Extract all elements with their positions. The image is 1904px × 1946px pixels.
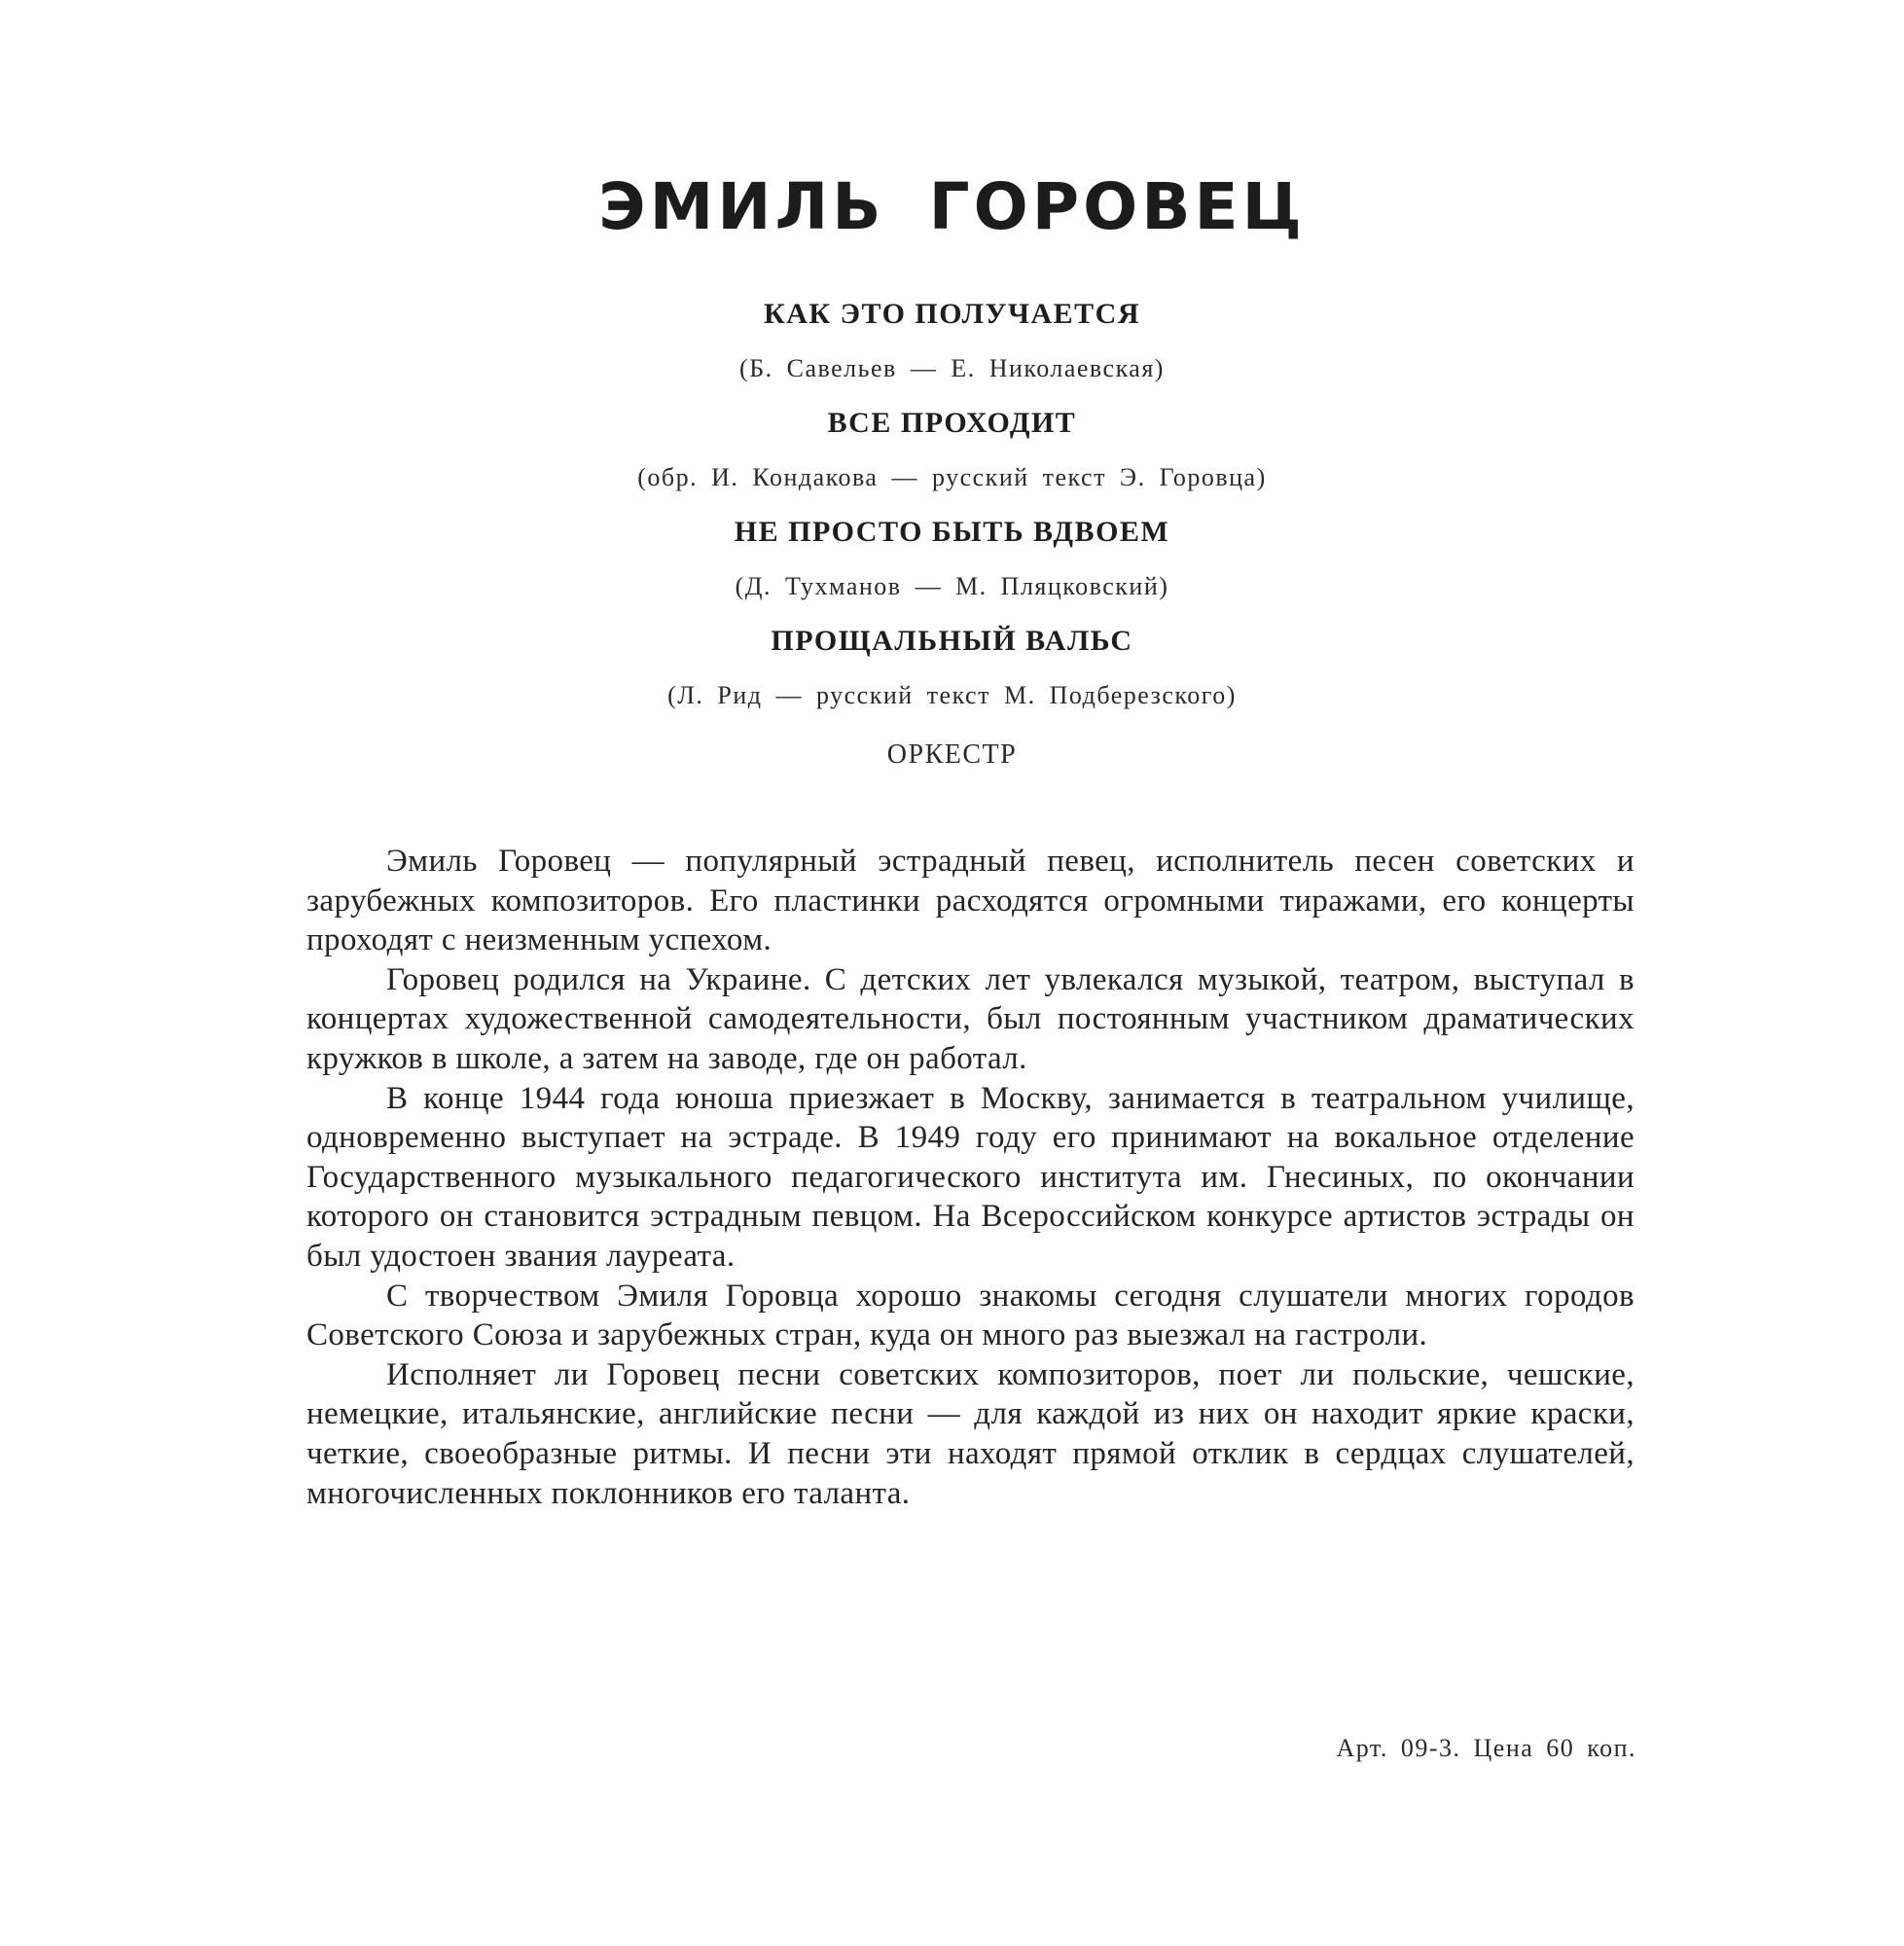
orchestra-label: ОРКЕСТР — [886, 739, 1018, 770]
artist-title: ЭМИЛЬ ГОРОВЕЦ — [598, 169, 1306, 245]
track-title: КАК ЭТО ПОЛУЧАЕТСЯ — [763, 298, 1141, 330]
track-credits: (Л. Рид — русский текст М. Подберезского) — [667, 681, 1237, 709]
bio-paragraph: С творчеством Эмиля Горовца хорошо знакомы сегодня слушатели многих городов Советского Союза и зарубежных стран, куда он много раз выезжал на гастроли. — [306, 1278, 1635, 1353]
bio-paragraph: В конце 1944 года юноша приезжает в Москву, занимается в театральном училище, одновременно выступает на эстраде. В 1949 году его принимают на вокальное отделение Государственного музыкального педагогического института им. Гнесиных, по окончании которого он становится эстрадным певцом. На Всероссийском конкурсе артистов эстрады он был удостоен звания лауреата. — [306, 1080, 1635, 1274]
track-title: ВСЕ ПРОХОДИТ — [827, 407, 1077, 439]
track-credits: (Б. Савельев — Е. Николаевская) — [739, 354, 1165, 382]
bio-paragraph: Горовец родился на Украине. С детских лет увлекался музыкой, театром, выступал в концертах художественной самодеятельности, был постоянным участником драматических кружков в школе, а затем на заводе, где он работал. — [306, 961, 1635, 1076]
catalog-price: Арт. 09-3. Цена 60 коп. — [1336, 1734, 1636, 1762]
bio-paragraph: Эмиль Горовец — популярный эстрадный певец, исполнитель песен советских и зарубежных композиторов. Его пластинки расходятся огромными тиражами, его концерты проходят с неизменным успехом. — [306, 844, 1635, 958]
track-credits: (Д. Тухманов — М. Пляцковский) — [735, 572, 1169, 600]
bio-paragraph: Исполняет ли Горовец песни советских композиторов, поет ли польские, чешские, немецкие, итальянские, английские песни — для каждой из них он находит яркие краски, четкие, своеобразные ритмы. И песни эти находят прямой отклик в сердцах слушателей, многочисленных поклонников его таланта. — [306, 1356, 1635, 1511]
biography-text — [306, 842, 1635, 1513]
track-item — [0, 617, 1904, 726]
track-title: ПРОЩАЛЬНЫЙ ВАЛЬС — [771, 625, 1133, 657]
track-item — [0, 399, 1904, 508]
track-title: НЕ ПРОСТО БЫТЬ ВДВОЕМ — [734, 516, 1170, 548]
track-item — [0, 508, 1904, 617]
track-list — [0, 290, 1904, 726]
track-item — [0, 290, 1904, 399]
track-credits: (обр. И. Кондакова — русский текст Э. Горовца) — [637, 463, 1267, 491]
